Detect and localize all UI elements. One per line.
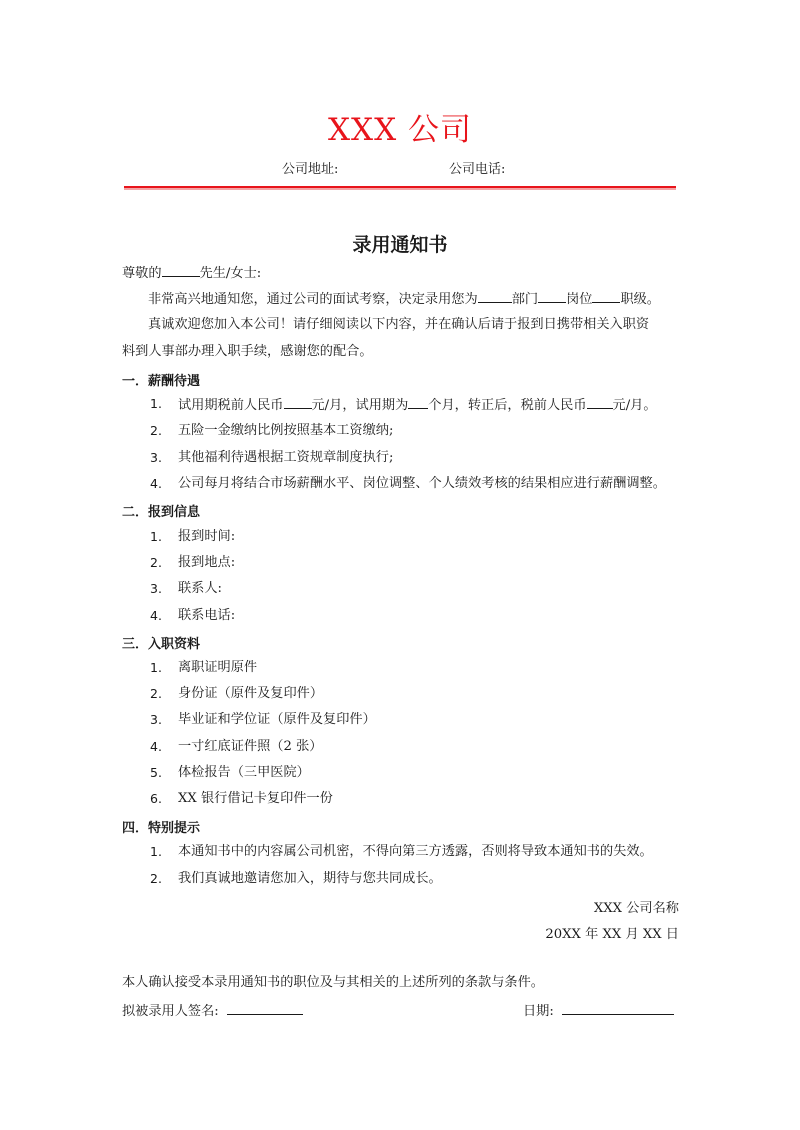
issue-date: 20XX 年 XX 月 XX 日	[545, 927, 679, 942]
list-item	[150, 555, 550, 571]
list-number: 3.	[150, 712, 162, 727]
list-item	[150, 791, 550, 807]
list-number: 4.	[150, 476, 162, 491]
regular-salary-blank	[587, 396, 613, 409]
date-line	[523, 1002, 674, 1020]
section-heading-documents: 三．入职资料	[122, 637, 201, 652]
list-number: 4.	[150, 739, 162, 754]
list-text: 报到地点:	[178, 555, 236, 570]
salary-text-d: 元/月。	[612, 398, 657, 413]
probation-months-blank	[408, 396, 428, 409]
list-item	[150, 739, 550, 755]
level-label: 职级。	[620, 292, 660, 307]
list-number: 6.	[150, 791, 162, 806]
list-text: 五险一金缴纳比例按照基本工资缴纳;	[178, 423, 394, 438]
list-number: 5.	[150, 765, 162, 780]
salutation-prefix: 尊敬的	[122, 266, 162, 281]
intro-paragraph-2-line-2: 料到人事部办理入职手续，感谢您的配合。	[122, 344, 373, 359]
list-number: 2.	[150, 423, 162, 438]
list-text: XX 银行借记卡复印件一份	[178, 791, 333, 806]
signature-line	[122, 1002, 303, 1020]
list-number: 1.	[150, 396, 162, 411]
list-item	[150, 686, 550, 702]
list-item	[150, 608, 550, 624]
list-text: 我们真诚地邀请您加入，期待与您共同成长。	[178, 871, 442, 886]
confirmation-statement: 本人确认接受本录用通知书的职位及与其相关的上述所列的条款与条件。	[122, 975, 544, 990]
level-blank	[592, 290, 620, 303]
list-number: 1.	[150, 529, 162, 544]
department-label: 部门	[511, 292, 539, 307]
list-text: 离职证明原件	[178, 660, 258, 675]
salutation	[122, 264, 261, 282]
list-item	[150, 529, 550, 545]
name-blank	[162, 264, 200, 277]
salutation-suffix: 先生/女士:	[199, 266, 262, 281]
intro-paragraph-1	[148, 290, 660, 308]
company-name: XXX 公司	[327, 112, 473, 148]
signature-blank[interactable]	[227, 1002, 303, 1015]
probation-salary-blank	[284, 396, 312, 409]
section-heading-report-info: 二．报到信息	[122, 505, 201, 520]
list-item	[150, 660, 550, 676]
header-divider	[124, 186, 676, 188]
list-number: 2.	[150, 871, 162, 886]
company-phone-label: 公司电话:	[449, 162, 506, 177]
list-number: 3.	[150, 450, 162, 465]
list-number: 4.	[150, 608, 162, 623]
document-title: 录用通知书	[352, 234, 448, 256]
list-text: 身份证（原件及复印件）	[178, 686, 324, 701]
intro-paragraph-2-line-1: 真诚欢迎您加入本公司！请仔细阅读以下内容，并在确认后请于报到日携带相关入职资	[148, 317, 650, 332]
salary-text-b: 元/月，试用期为	[311, 398, 409, 413]
post-blank	[538, 290, 566, 303]
list-item	[150, 450, 710, 466]
list-item	[150, 423, 710, 439]
list-text: 联系人:	[178, 581, 223, 596]
list-number: 3.	[150, 581, 162, 596]
list-text: 联系电话:	[178, 608, 236, 623]
salary-text-c: 个月，转正后，税前人民币	[428, 398, 587, 413]
salary-text-a: 试用期税前人民币	[178, 398, 284, 413]
post-label: 岗位	[566, 292, 593, 307]
list-item	[150, 581, 550, 597]
list-text: 一寸红底证件照（2 张）	[178, 739, 323, 754]
list-text: 公司每月将结合市场薪酬水平、岗位调整、个人绩效考核的结果相应进行薪酬调整。	[178, 476, 666, 491]
list-text: 体检报告（三甲医院）	[178, 765, 310, 780]
list-item	[150, 712, 550, 728]
date-blank[interactable]	[562, 1002, 674, 1015]
list-text: 本通知书中的内容属公司机密，不得向第三方透露，否则将导致本通知书的失效。	[178, 844, 653, 859]
intro-text: 非常高兴地通知您，通过公司的面试考察，决定录用您为	[148, 292, 478, 307]
list-number: 1.	[150, 660, 162, 675]
list-item	[150, 396, 710, 412]
list-text: 其他福利待遇根据工资规章制度执行;	[178, 450, 394, 465]
list-item	[150, 476, 710, 492]
company-address-label: 公司地址:	[282, 162, 339, 177]
list-text	[178, 396, 657, 414]
list-number: 2.	[150, 555, 162, 570]
list-number: 2.	[150, 686, 162, 701]
list-item	[150, 765, 550, 781]
signature-label: 拟被录用人签名:	[122, 1004, 219, 1019]
department-blank	[478, 290, 512, 303]
list-item	[150, 844, 710, 860]
company-signature: XXX 公司名称	[593, 901, 679, 916]
list-number: 1.	[150, 844, 162, 859]
date-label: 日期:	[523, 1004, 554, 1019]
section-heading-salary: 一．薪酬待遇	[122, 374, 201, 389]
list-text: 毕业证和学位证（原件及复印件）	[178, 712, 376, 727]
list-item	[150, 871, 710, 887]
list-text: 报到时间:	[178, 529, 236, 544]
section-heading-special-notes: 四．特别提示	[122, 821, 201, 836]
